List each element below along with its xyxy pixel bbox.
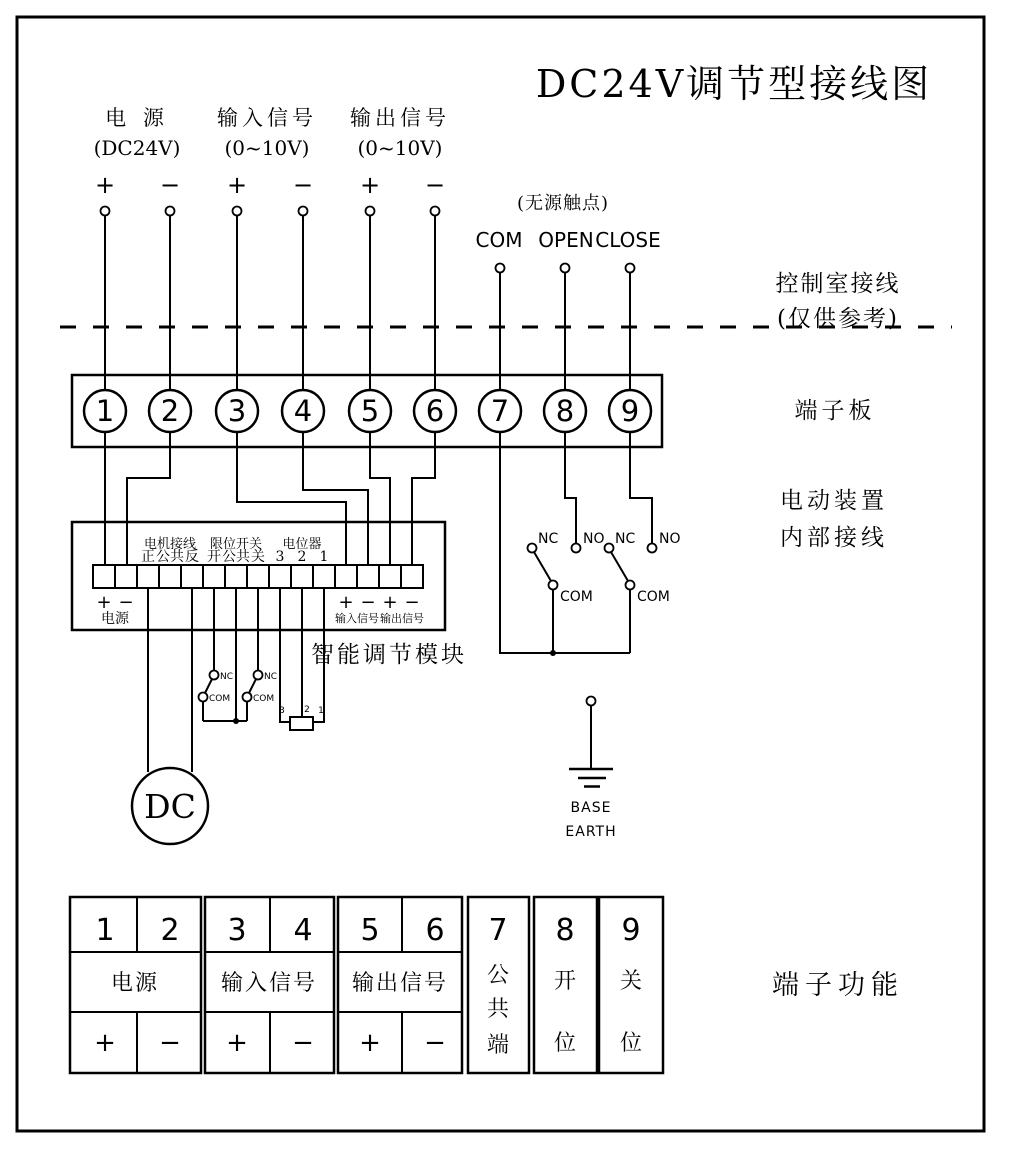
terminal-board-numbers [96, 394, 639, 428]
earth-label-line2: EARTH [565, 824, 617, 840]
table-number-row [95, 913, 640, 948]
limit-switch-1-com-label: COM [209, 694, 231, 704]
power-label: 电 源 [105, 106, 169, 130]
module-square-2 [115, 565, 137, 588]
module-pin-pot-1: 1 [319, 549, 329, 565]
pot-terminal-1-label: 1 [318, 706, 324, 716]
input-signal-label: 输入信号 [217, 106, 317, 130]
polarity-minus-2: − [159, 171, 181, 199]
board-number-3: 3 [227, 394, 247, 428]
module-output-plus: + [382, 592, 398, 613]
table-sign-6: − [424, 1028, 446, 1058]
table-col7-char-2: 共 [486, 997, 510, 1022]
module-square-10 [291, 565, 313, 588]
diagram-title: DC24V调节型接线图 [535, 62, 933, 106]
feedback-switch-2-arm [611, 552, 628, 581]
pin-input-plus [233, 207, 242, 216]
feedback-switch-2-com-contact [626, 581, 635, 590]
module-input-label: 输入信号 [335, 612, 379, 625]
table-col9-char-2: 位 [619, 1031, 643, 1056]
feedback-switch-2-com-label: COM [637, 589, 670, 605]
module-input-plus: + [338, 592, 354, 613]
table-group-input-label: 输入信号 [220, 971, 318, 996]
com-label: COM [475, 228, 523, 252]
pin-close [626, 264, 635, 273]
pin-output-minus [431, 207, 440, 216]
module-input-minus: − [360, 592, 376, 613]
table-vertical-labels [487, 963, 642, 1058]
module-power-plus: + [96, 592, 112, 613]
module-square-14 [379, 565, 401, 588]
table-number-1: 1 [95, 913, 115, 948]
limit-switch-circuit [199, 588, 278, 724]
board-number-7: 7 [490, 394, 510, 428]
dc-motor-label: DC [144, 787, 196, 826]
feedback-switch-2-no-label: NO [659, 531, 681, 547]
limit-switch-2-nc-label: NC [264, 672, 278, 682]
feedback-switch-1-arm [534, 552, 551, 581]
input-signal-range: (0~10V) [224, 136, 310, 160]
motor-circuit [132, 588, 208, 844]
module-square-6 [203, 565, 225, 588]
module-square-12 [335, 565, 357, 588]
control-room-note-line1: 控制室接线 [775, 271, 901, 297]
module-square-7 [225, 565, 247, 588]
table-col8-char-2: 位 [553, 1031, 577, 1056]
pot-terminal-3-label: 3 [279, 706, 285, 716]
module-pin-motor-common: 公共 [156, 549, 184, 565]
table-number-6: 6 [425, 913, 445, 948]
module-output-label: 输出信号 [380, 612, 424, 625]
feedback-switch-1-nc-contact [528, 544, 537, 553]
table-col7-char-3: 端 [486, 1033, 510, 1058]
dry-contact-note: (无源触点) [516, 193, 610, 214]
module-square-3 [137, 565, 159, 588]
output-signal-label: 输出信号 [350, 106, 450, 130]
wire-board-5-module [370, 432, 390, 566]
module-pin-limit-open: 开 [207, 549, 221, 565]
feedback-switch-1-com-label: COM [560, 589, 593, 605]
table-col9-char-1: 关 [619, 969, 643, 994]
table-group-power-label: 电源 [110, 971, 160, 996]
pin-com [496, 264, 505, 273]
polarity-plus-3: + [226, 171, 248, 199]
module-pin-labels [141, 549, 328, 565]
limit-switch-2-nc-contact [254, 671, 263, 680]
pin-input-minus [299, 207, 308, 216]
right-annotations [776, 271, 901, 551]
module-terminal-squares [93, 565, 423, 588]
wire-board-8-no1 [565, 432, 576, 544]
table-col8-char-1: 开 [553, 969, 577, 994]
table-number-9: 9 [621, 913, 641, 948]
feedback-switch-1-no-contact [572, 544, 581, 553]
limit-switch-1-arm [205, 679, 212, 693]
limit-switch-2-arm [249, 679, 256, 693]
terminal-board-annotation: 端子板 [794, 398, 876, 424]
feedback-switch-2-nc-contact [605, 544, 614, 553]
dry-contact-labels [476, 193, 661, 252]
wire-board-6-module [412, 432, 435, 566]
polarity-plus-5: + [359, 171, 381, 199]
power-range: (DC24V) [93, 136, 181, 160]
output-signal-range: (0~10V) [357, 136, 443, 160]
terminal-function-table [70, 897, 663, 1073]
table-name-row [111, 971, 448, 996]
module-power-minus: − [118, 592, 134, 613]
module-pin-limit-close: 关 [251, 549, 265, 565]
board-number-8: 8 [555, 394, 575, 428]
module-pin-limit-common: 公共 [222, 549, 250, 565]
board-number-1: 1 [95, 394, 115, 428]
module-bottom-labels [96, 592, 424, 627]
terminal-function-caption: 端子功能 [772, 970, 904, 1001]
table-sign-2: − [159, 1028, 181, 1058]
earth-pin [587, 697, 596, 706]
com-bus-junction-dot [550, 650, 556, 656]
open-label: OPEN [538, 228, 594, 252]
module-square-1 [93, 565, 115, 588]
polarity-minus-6: − [424, 171, 446, 199]
top-polarity-labels [95, 171, 445, 199]
table-number-4: 4 [293, 913, 313, 948]
pin-power-minus [166, 207, 175, 216]
pin-power-plus [101, 207, 110, 216]
top-signal-labels [94, 106, 450, 160]
table-number-7: 7 [488, 913, 508, 948]
limit-switch-1-nc-label: NC [220, 672, 234, 682]
feedback-switch-2-nc-label: NC [615, 531, 636, 547]
control-room-note-line2: (仅供参考) [777, 306, 899, 332]
board-number-2: 2 [160, 394, 180, 428]
table-sign-1: + [94, 1028, 116, 1058]
module-caption: 智能调节模块 [311, 642, 467, 668]
module-square-4 [159, 565, 181, 588]
table-number-3: 3 [227, 913, 247, 948]
earth-label-line1: BASE [570, 800, 612, 816]
module-output-minus: − [404, 592, 420, 613]
module-square-15 [401, 565, 423, 588]
module-limit-group-label: 限位开关 [209, 537, 263, 552]
internal-wiring-annotation-line1: 电动装置 [780, 488, 888, 514]
wire-board-9-no2 [630, 432, 652, 544]
pin-output-plus [366, 207, 375, 216]
module-motor-group-label: 电机接线 [143, 537, 197, 552]
module-square-8 [247, 565, 269, 588]
terminal-board [72, 375, 662, 447]
feedback-switch-circuit [528, 531, 681, 656]
board-number-6: 6 [425, 394, 445, 428]
module-pin-pot-2: 2 [297, 549, 307, 565]
feedback-switch-2-no-contact [648, 544, 657, 553]
earth-ground [565, 697, 616, 841]
limit-switch-2-com-label: COM [253, 694, 275, 704]
module-pin-pot-3: 3 [275, 549, 285, 565]
limit-com-junction-dot [233, 718, 239, 724]
close-label: CLOSE [595, 228, 661, 252]
feedback-switch-1-com-contact [549, 581, 558, 590]
polarity-plus-1: + [94, 171, 116, 199]
pot-terminal-2-label: 2 [304, 705, 310, 715]
module-pin-motor-reverse: 反 [185, 549, 199, 565]
limit-switch-2-com-contact [243, 693, 252, 702]
table-col7-char-1: 公 [486, 963, 510, 988]
module-pot-group-label: 电位器 [282, 537, 322, 552]
board-number-4: 4 [293, 394, 313, 428]
table-group-output-label: 输出信号 [351, 971, 449, 996]
module-square-9 [269, 565, 291, 588]
module-square-5 [181, 565, 203, 588]
wire-pot-3 [280, 588, 290, 722]
module-power-label: 电源 [101, 611, 129, 627]
table-number-2: 2 [160, 913, 180, 948]
board-number-9: 9 [620, 394, 640, 428]
module-square-13 [357, 565, 379, 588]
pin-open [561, 264, 570, 273]
table-sign-3: + [226, 1028, 248, 1058]
feedback-switch-1-nc-label: NC [538, 531, 559, 547]
table-sign-5: + [359, 1028, 381, 1058]
internal-wiring-annotation-line2: 内部接线 [780, 525, 888, 551]
board-number-5: 5 [360, 394, 380, 428]
table-number-8: 8 [555, 913, 575, 948]
table-number-5: 5 [360, 913, 380, 948]
polarity-minus-4: − [292, 171, 314, 199]
potentiometer-body [290, 717, 313, 730]
module-square-11 [313, 565, 335, 588]
limit-switch-1-nc-contact [210, 671, 219, 680]
limit-switch-1-com-contact [199, 693, 208, 702]
module-pin-motor-forward: 正 [141, 549, 155, 565]
feedback-switch-1-no-label: NO [583, 531, 605, 547]
table-sign-4: − [292, 1028, 314, 1058]
